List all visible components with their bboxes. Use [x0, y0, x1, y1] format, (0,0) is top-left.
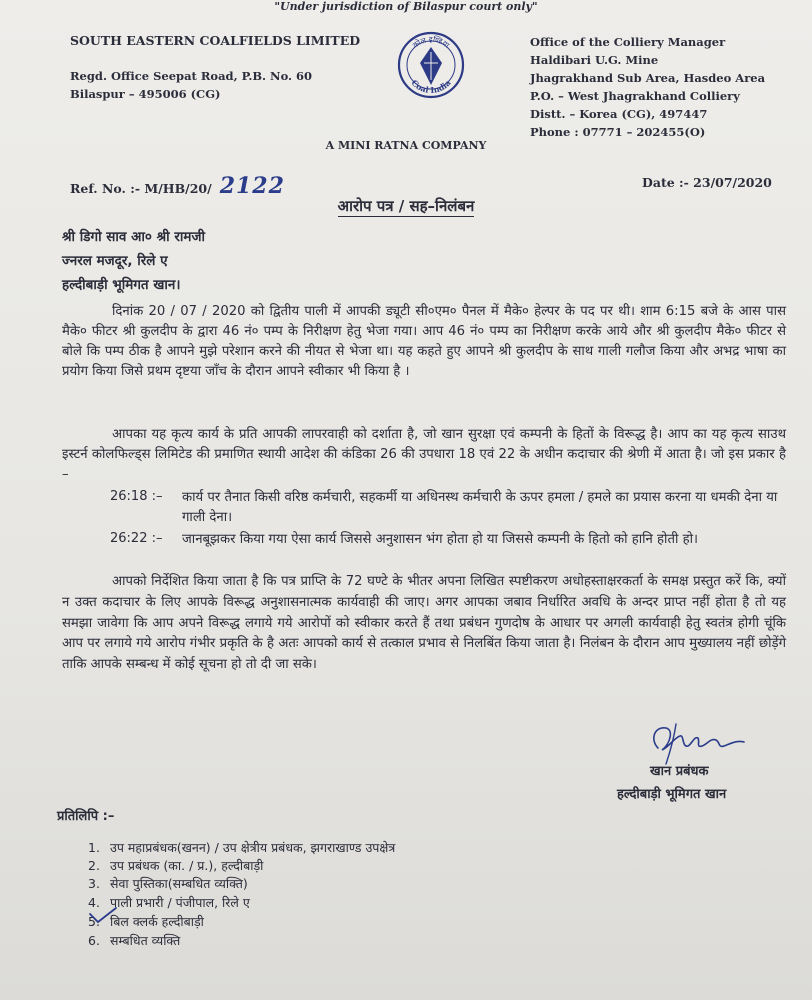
paragraph-directive: आपको निर्देशित किया जाता है कि पत्र प्राप्ति के 72 घण्टे के भीतर अपना लिखित स्पष्टीकरण अधोहस्ताक्षरकर्ता के समक्ष प्रस्तुत करें कि, क्यों न उक्त कदाचार के लिए आपके विरूद्ध अनुशासनात्मक कार्यवाही की जाए। अगर आपका जबाव निर्धारित अवधि के अन्दर प्राप्त नहीं होता है तो यह समझा जावेगा कि आप अपने विरूद्ध लगाये गये आरोपों को स्वीकार करते हैं तथा प्रबंधन गुणदोष के आधार पर अगली कार्यवाही हेतु स्वतंत्र होगी चूंकि आप पर लगाये गये आरोप गंभीर प्रकृति के है अतः आपको कार्य से तत्काल प्रभाव से निलबिंत किया जाता है। निलंबन के दौरान आप मुख्यालय नहीं छोड़ेंगे ताकि आपके सम्बन्ध में कोई सूचना हो तो दी जा सके। — [62, 574, 786, 673]
clause-text-26-18: कार्य पर तैनात किसी वरिष्ठ कर्मचारी, सहकर्मी या अधिनस्थ कर्मचारी के ऊपर हमला / हमले का प्रयास करना या धमकी देना या गाली देना। — [182, 490, 778, 525]
office-line4: P.O. – West Jhagrakhand Colliery — [530, 89, 740, 103]
cc-item: 6. सम्बधित व्यक्ति — [88, 933, 181, 948]
letter-subject: आरोप पत्र / सह–निलंबन — [337, 197, 475, 215]
cc-item: 3. सेवा पुस्तिका(सम्बधित व्यक्ति) — [88, 876, 248, 891]
paragraph-incident: दिनांक 20 / 07 / 2020 को द्वितीय पाली में आपकी ड्यूटी सी०एम० पैनल में मैके० हेल्पर के पद पर थी। शाम 6:15 बजे के आस पास मैके० फीटर श्री कुलदीप के द्वारा 46 नं० पम्प के निरीक्षण हेतु भेजा गया। आप 46 नं० पम्प का निरीक्षण करके आये और श्री कुलदीप मैके० फीटर से बोले कि पम्प ठीक है आपने मुझे परेशान करने की नीयत से भेजा था। यह कहते हुए आपने श्री कुलदीप के साथ गाली गलौज किया और अभद्र भाषा का प्रयोग किया जिसे प्रथम दृष्टया जाँच के दौरान आपने स्वीकार भी किया है । — [62, 304, 786, 379]
jurisdiction-note: "Under jurisdiction of Bilaspur court only" — [274, 0, 538, 13]
office-line5: Distt. – Korea (CG), 497447 — [530, 107, 708, 121]
paragraph-misconduct: आपका यह कृत्य कार्य के प्रति आपकी लापरवाही को दर्शाता है, जो खान सुरक्षा एवं कम्पनी के हितों के विरूद्ध है। आप का यह कृत्य साउथ इस्टर्न कोलफिल्ड्स लिमिटेड की प्रमाणित स्थायी आदेश की कंडिका 26 की उपधारा 18 एवं 22 के अधीन कदाचार की श्रेणी में आता है। जो इस प्रकार है – — [62, 427, 786, 482]
logo-top-text: कोल इण्डिया — [411, 34, 451, 50]
clause-code-26-18: 26:18 :– — [110, 489, 163, 504]
addressee-designation: ज्नरल मजदूर, रिले ए — [62, 253, 168, 269]
office-line1: Office of the Colliery Manager — [530, 35, 726, 49]
cc-heading: प्रतिलिपि :– — [57, 809, 115, 824]
office-line3: Jhagrakhand Sub Area, Hasdeo Area — [530, 71, 766, 85]
clause-code-26-22: 26:22 :– — [110, 531, 163, 546]
handwritten-tick-mark — [88, 906, 118, 926]
cc-item: 5. बिल क्लर्क हल्दीबाड़ी — [88, 914, 204, 929]
company-address-line2: Bilaspur – 495006 (CG) — [70, 87, 221, 101]
addressee-name: श्री डिगो साव आ० श्री रामजी — [62, 229, 205, 245]
company-address-line1: Regd. Office Seepat Road, P.B. No. 60 — [70, 69, 313, 83]
signatory-title: खान प्रबंधक — [650, 764, 709, 779]
company-name: SOUTH EASTERN COALFIELDS LIMITED — [70, 33, 361, 48]
cc-item: 2. उप प्रबंधक (का. / प्र.), हल्दीबाड़ी — [88, 858, 264, 873]
logo-bottom-text: Coal India — [409, 77, 453, 96]
signatory-place: हल्दीबाड़ी भूमिगत खान — [617, 787, 727, 802]
reference-handwritten: 2122 — [219, 173, 285, 199]
coal-india-logo — [396, 30, 466, 100]
reference-label: Ref. No. :- M/HB/20/ — [70, 181, 212, 196]
office-phone: Phone : 07771 – 202455(O) — [530, 125, 706, 139]
clause-text-26-22: जानबूझकर किया गया ऐसा कार्य जिससे अनुशासन भंग होता हो या जिससे कम्पनी के हितो को हानि होती हो। — [182, 532, 699, 547]
cc-item: 1. उप महाप्रबंधक(खनन) / उप क्षेत्रीय प्रबंधक, झगराखाण्ड उपक्षेत्र — [88, 840, 396, 855]
company-tagline: A MINI RATNA COMPANY — [325, 139, 487, 152]
cc-item: 4. पाली प्रभारी / पंजीपाल, रिले ए — [88, 895, 250, 910]
addressee-location: हल्दीबाड़ी भूमिगत खान। — [62, 277, 181, 293]
office-line2: Haldibari U.G. Mine — [530, 53, 659, 67]
letter-date: Date :- 23/07/2020 — [642, 175, 772, 190]
